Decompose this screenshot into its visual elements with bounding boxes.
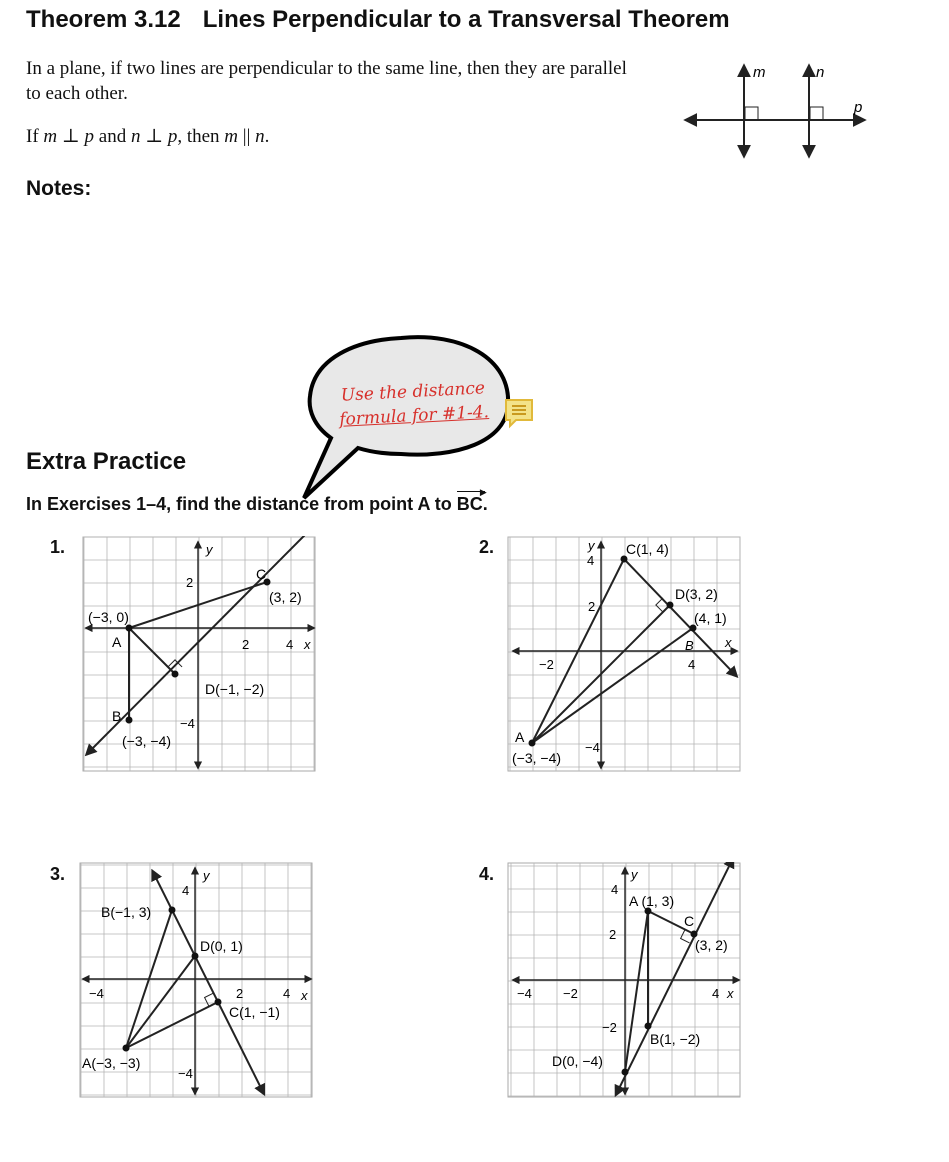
tick-label: 2 xyxy=(242,637,250,652)
point-label: (−3, −4) xyxy=(122,733,172,749)
point-label: (3, 2) xyxy=(269,589,302,605)
theorem-conditional: If m ⊥ p and n ⊥ p, then m || n. xyxy=(26,126,270,147)
point xyxy=(215,999,222,1006)
y-axis-label: y xyxy=(206,542,213,557)
comment-icon xyxy=(506,400,532,426)
point-label: (−3, 0) xyxy=(88,609,129,625)
point-label: D(0, −4) xyxy=(552,1053,603,1069)
point-label: C(1, −1) xyxy=(229,1004,280,1020)
tick-label: −4 xyxy=(180,716,195,731)
instructions: In Exercises 1–4, find the distance from point A to ▶ BC. xyxy=(26,487,488,514)
point-label: B(1, −2) xyxy=(650,1031,701,1047)
exercise-4-graph xyxy=(507,862,741,1098)
point-label: (4, 1) xyxy=(694,610,727,626)
exercise-1-number: 1. xyxy=(50,537,66,557)
tick-label: 2 xyxy=(588,599,596,614)
label-p: p xyxy=(854,99,863,116)
tick-label: 4 xyxy=(587,553,595,568)
tick-label: 4 xyxy=(688,657,696,672)
right-angle-mark xyxy=(745,107,758,120)
point-label: C xyxy=(256,566,267,582)
point-label: A(−3, −3) xyxy=(82,1055,141,1071)
tick-label: 4 xyxy=(283,986,291,1001)
point-label: (3, 2) xyxy=(695,937,728,953)
x-axis-label: x xyxy=(304,637,311,652)
point-label: B xyxy=(685,638,694,653)
point xyxy=(645,1023,652,1030)
point xyxy=(169,907,176,914)
point-label: A xyxy=(515,729,525,745)
exercise-2-number: 2. xyxy=(479,537,495,557)
exercise-2-graph xyxy=(507,536,741,772)
point-label: C xyxy=(684,913,695,929)
theorem-figure xyxy=(676,58,876,162)
label-n: n xyxy=(816,64,825,81)
callout-text: Use the distance formula for #1-4. xyxy=(338,378,490,430)
theorem-number: Theorem 3.12 xyxy=(26,6,181,33)
tick-label: −4 xyxy=(517,986,532,1001)
tick-label: 4 xyxy=(286,637,294,652)
tick-label: 4 xyxy=(712,986,720,1001)
tick-label: −4 xyxy=(585,740,600,755)
tick-label: 2 xyxy=(609,927,617,942)
point-label: D(0, 1) xyxy=(200,938,243,954)
tick-label: 2 xyxy=(236,986,244,1001)
point-label: D(−1, −2) xyxy=(205,681,265,697)
theorem-title xyxy=(26,6,730,34)
tick-label: 4 xyxy=(611,882,619,897)
y-axis-label: y xyxy=(203,868,210,883)
point-label: C(1, 4) xyxy=(626,541,669,557)
point-label: B xyxy=(112,708,122,724)
ray-bc: ▶ BC xyxy=(456,487,487,514)
point xyxy=(126,717,133,724)
exercise-1-graph xyxy=(82,536,316,772)
exercise-4-number: 4. xyxy=(479,864,495,884)
notes-label: Notes: xyxy=(26,177,92,200)
theorem-statement: In a plane, if two lines are perpendicular to the same line, then they are parallel to each other. xyxy=(26,58,627,104)
point-label: (−3, −4) xyxy=(512,750,562,766)
exercise-3-number: 3. xyxy=(50,864,66,884)
point-label: B(−1, 3) xyxy=(101,904,152,920)
tick-label: −4 xyxy=(178,1066,193,1081)
point xyxy=(126,625,133,632)
point-label: A (1, 3) xyxy=(629,893,675,909)
y-axis-label: y xyxy=(631,867,638,882)
x-axis-label: x xyxy=(725,635,732,650)
point xyxy=(172,671,179,678)
right-angle-mark xyxy=(810,107,823,120)
y-axis-label: y xyxy=(588,538,595,553)
point xyxy=(529,740,536,747)
point xyxy=(667,602,674,609)
tick-label: −4 xyxy=(89,986,104,1001)
point xyxy=(192,953,199,960)
point xyxy=(622,1069,629,1076)
point-label: A xyxy=(112,634,122,650)
x-axis-label: x xyxy=(727,986,734,1001)
point-label: D(3, 2) xyxy=(675,586,718,602)
theorem-name: Lines Perpendicular to a Transversal Theorem xyxy=(202,6,730,33)
exercise-3-graph xyxy=(79,862,313,1098)
point xyxy=(123,1045,130,1052)
extra-practice-heading: Extra Practice xyxy=(26,448,187,475)
x-axis-label: x xyxy=(301,988,308,1003)
tick-label: −2 xyxy=(539,657,554,672)
tick-label: −2 xyxy=(563,986,578,1001)
label-m: m xyxy=(753,64,766,81)
tick-label: 2 xyxy=(186,575,194,590)
tick-label: −2 xyxy=(602,1020,617,1035)
tick-label: 4 xyxy=(182,883,190,898)
